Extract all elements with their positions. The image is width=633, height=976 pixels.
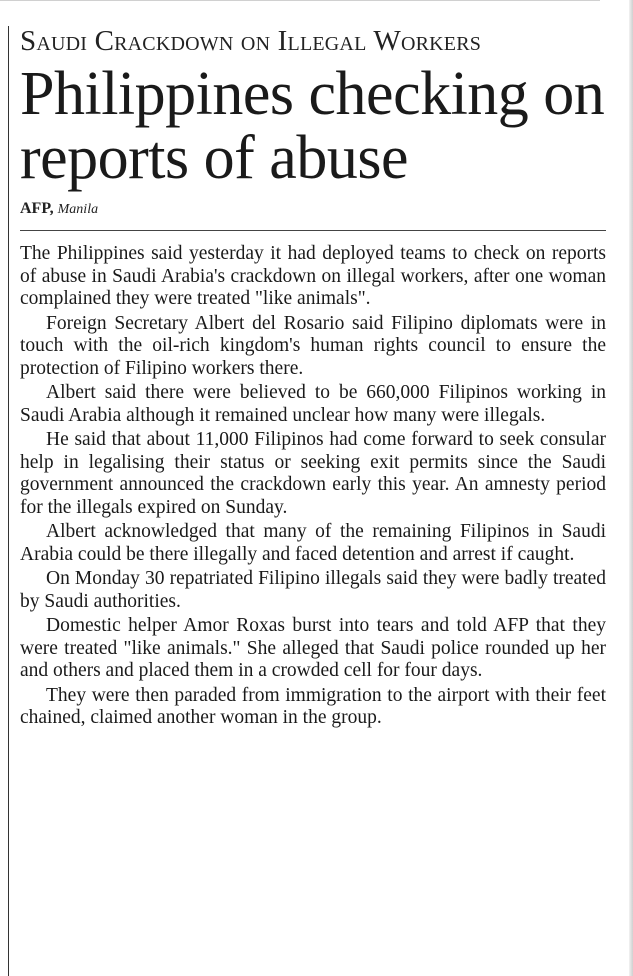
byline-agency: AFP, <box>20 200 54 217</box>
article-paragraph: On Monday 30 repatriated Filipino illegals said they were badly treated by Saudi authorities. <box>20 568 606 612</box>
article-paragraph: Albert said there were believed to be 660,000 Filipinos working in Saudi Arabia although it remained unclear how many were illegals. <box>20 382 606 426</box>
byline-location: Manila <box>57 202 99 217</box>
news-article <box>20 24 606 732</box>
page-edge <box>629 0 633 976</box>
article-paragraph: The Philippines said yesterday it had deployed teams to check on reports of abuse in Saudi Arabia's crackdown on illegal workers, after one woman complained they were treated "like animals". <box>20 243 606 309</box>
article-kicker: Saudi Crackdown on Illegal Workers <box>20 25 482 57</box>
top-rule <box>0 0 600 1</box>
article-paragraph: Foreign Secretary Albert del Rosario said Filipino diplomats were in touch with the oil-rich kingdom's human rights council to ensure the protection of Filipino workers there. <box>20 312 606 379</box>
article-paragraph: Albert acknowledged that many of the remaining Filipinos in Saudi Arabia could be there illegally and faced detention and arrest if caught. <box>20 521 606 565</box>
byline-divider <box>20 230 606 231</box>
article-paragraph: They were then paraded from immigration to the airport with their feet chained, claimed another woman in the group. <box>20 684 606 728</box>
column-rule <box>8 26 9 976</box>
byline <box>20 200 606 218</box>
article-paragraph: He said that about 11,000 Filipinos had come forward to seek consular help in legalising their status or seeking exit permits since the Saudi government announced the crackdown early this year. An amnesty period for the illegals expired on Sunday. <box>20 429 606 518</box>
article-headline: Philippines checking on reports of abuse <box>20 60 605 192</box>
article-body <box>20 243 606 730</box>
article-paragraph: Domestic helper Amor Roxas burst into tears and told AFP that they were treated "like animals." She alleged that Saudi police rounded up her and others and placed them in a crowded cell for four days. <box>20 615 606 681</box>
